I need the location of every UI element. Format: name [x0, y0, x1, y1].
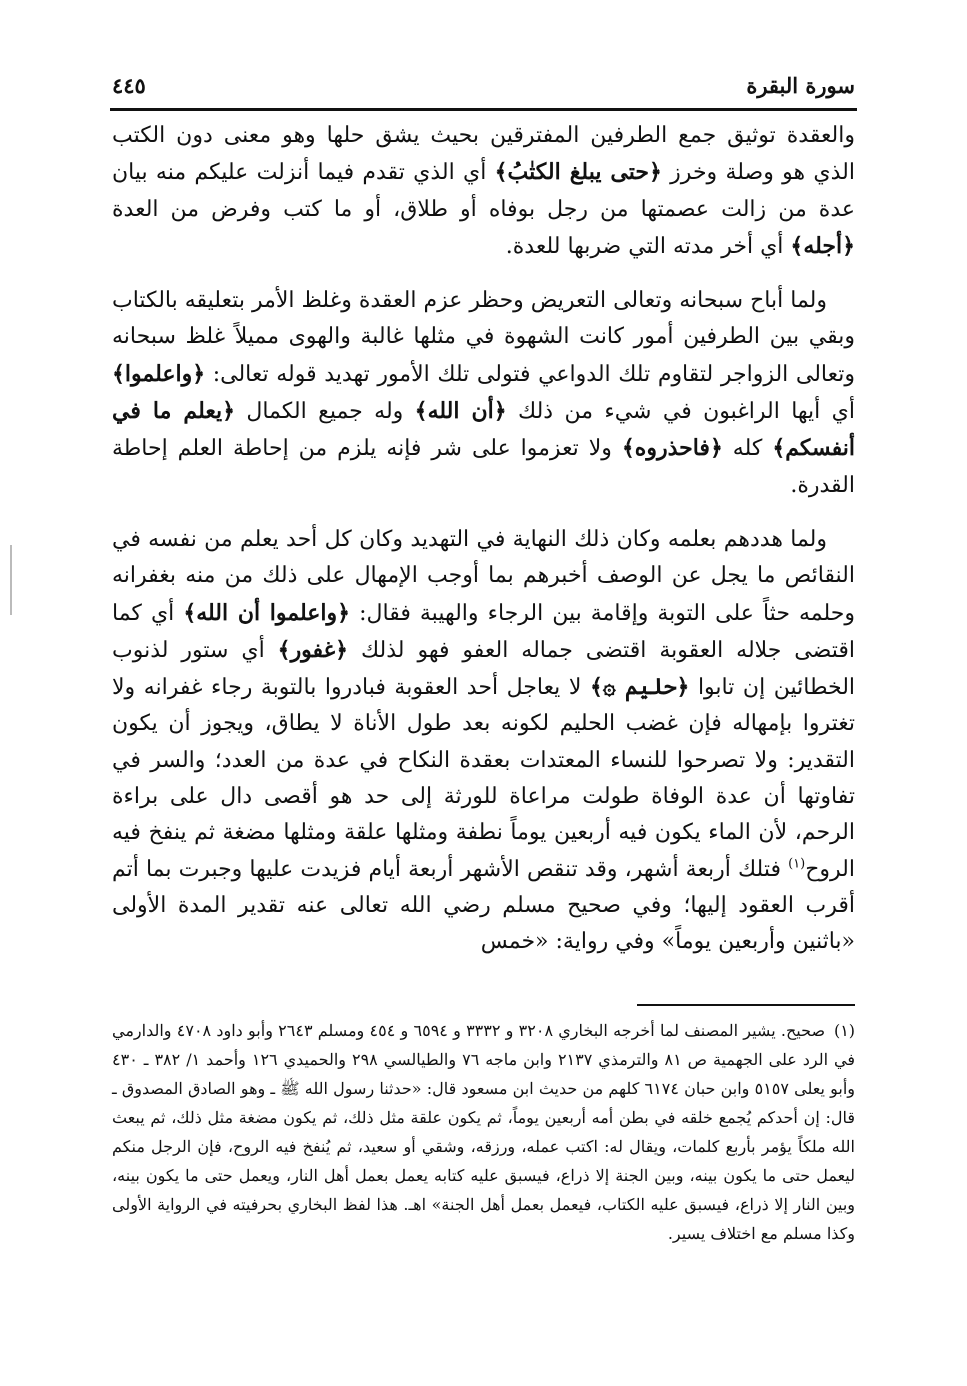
quran-quote: ﴿واعلموا أن الله﴾	[183, 599, 351, 626]
text-run: ولا تعزموا على شر فإنه يلزم من إحاطة العلم إحاطة القدرة.	[112, 436, 855, 498]
footnote	[112, 1016, 855, 1248]
text-run: أي ستور لذنوب الخطائين إن تابوا	[112, 637, 856, 701]
footnote-number: (١)	[833, 1021, 856, 1040]
main-text	[112, 118, 855, 979]
paragraph-3	[112, 522, 855, 961]
quran-quote: ﴿حليم ۞﴾	[589, 674, 690, 701]
header-divider	[110, 108, 857, 111]
text-run: فتلك أربعة أشهر، وقد تنقص الأشهر أربعة أيام فزيدت عليها وجبرت بما أتم أقرب العقود إليها؛ وفي صحيح مسلم رضي الله تعالى عنه تقدير المدة الأولى «باثنين وأربعين يوماً» وفي رواية: «خمس	[112, 856, 855, 955]
text-run: ولما هددهم بعلمه وكان ذلك النهاية في التهديد وكان كل أحد يعلم من نفسه في النقائص ما يجل عن الوصف أخبرهم بما أوجب الإمهال على ذلك من منه بغفرانه وحلمه حثاً على التوبة وإقامة بين الرجاء والهيبة فقال:	[112, 526, 855, 626]
quran-quote: ﴿أجله﴾	[790, 232, 855, 259]
text-run: أي الذي تقدم فيما أنزلت عليكم منه بيان عدة من زالت عصمتها من رجل بوفاه أو طلاق، أو ما كتب وفرض من العدة	[112, 160, 855, 222]
text-run: ولما أباح سبحانه وتعالى التعريض وحظر عزم العقدة وغلظ الأمر بتعليقه بالكتاب وبقي بين الطرفين أمور كانت الشهوة في مثلها غالبة والهوى مميلاً غلظ سبحانه وتعالى الزواجر لتقاوم تلك الدواعي فتولى تلك الأمور تهديد قوله تعالى:	[112, 288, 855, 387]
quran-quote: ﴿حتى يبلغ الكتٰبُ﴾	[494, 159, 662, 186]
footnote-text: صحيح. يشير المصنف لما أخرجه البخاري ٣٢٠٨ و ٣٣٣٢ و ٦٥٩٤ و ٤٥٤ ومسلم ٢٦٤٣ وأبو داود ٤٧٠٨ والدارمي في الرد على الجهمية ص ٨١ والترمذي ٢١٣٧ وابن ماجه ٧٦ والطيالسي ٢٩٨ والحميدي ١٢٦ وأحمد ١/ ٣٨٢ ـ ٤٣٠ وأبو يعلى ٥١٥٧ وابن حبان ٦١٧٤ كلهم من حديث ابن مسعود قال: «حدثنا رسول الله ﷺ ـ وهو الصادق المصدوق ـ قال: إن أحدكم يُجمع خلقه في بطن أمه أربعين يوماً، ثم يكون علقة مثل ذلك، ثم يكون مضغة مثل ذلك، ثم يبعث الله ملكاً يؤمر بأربع كلمات، ويقال له: اكتب عمله، ورزقه، وشقي أو سعيد، ثم يُنفخ فيه الروح، فإن الرجل منكم ليعمل حتى ما يكون بينه، وبين الجنة إلا ذراع، فيسبق عليه كتابه يعمل بعمل أهل النار، ويعمل حتى ما يكون بينه، وبين النار إلا ذراع، فيسبق عليه الكتاب، فيعمل بعمل أهل الجنة» اهـ. هذا لفظ البخاري بحرفيته في الرواية الأولى وكذا مسلم مع اختلاف يسير.	[112, 1021, 856, 1243]
quran-quote: ﴿فاحذروه﴾	[621, 435, 723, 462]
text-run: أي أخر مدته التي ضربها للعدة.	[505, 233, 791, 259]
margin-line	[10, 545, 12, 615]
text-run: أي كما اقتضى جلاله العقوبة اقتضى جماله العفو فهو لذلك	[112, 600, 855, 663]
quran-quote: ﴿يعلم ما في أنفسكم﴾	[112, 398, 855, 462]
text-run: والعقدة توثيق جمع الطرفين المفترقين بحيث يشق حلها وهو معنى دون الكتب الذي هو وصلة وخرز	[112, 123, 855, 186]
paragraph-1	[112, 118, 855, 265]
footnote-divider	[637, 1004, 855, 1006]
quran-quote: ﴿أن الله﴾	[414, 398, 507, 425]
text-run: أي أيها الراغبون في شيء من ذلك	[506, 399, 856, 425]
running-header	[112, 68, 855, 102]
text-run: لا يعاجل أحد العقوبة فبادروا بالتوبة رجاء غفرانه ولا تغتروا بإمهاله فإن غضب الحليم لكونه بعد طول الأناة لا يطاق، ويجوز أن يكون التقدير: ولا تصرحوا للنساء المعتدات بعقدة النكاح في عدة من العدد؛ والسر في تفاوتها أن عدة الوفاة طولت مراعاة للورثة إلى حد هو أقصى دال على براءة الرحم، لأن الماء يكون فيه أربعين يوماً نطفة ومثلها علقة ومثلها مضغة ثم ينفخ فيه الروح	[112, 675, 856, 882]
quran-quote: ﴿غفور﴾	[277, 636, 349, 663]
footnote-marker: (١)	[788, 856, 806, 872]
page-number: ٤٤٥	[112, 72, 146, 98]
text-run: وله جميع الكمال	[234, 399, 415, 425]
surah-title: سورة البقرة	[746, 72, 855, 98]
paragraph-2	[112, 283, 855, 504]
quran-quote: ﴿واعلموا﴾	[112, 360, 206, 387]
text-run: كله	[722, 436, 773, 462]
